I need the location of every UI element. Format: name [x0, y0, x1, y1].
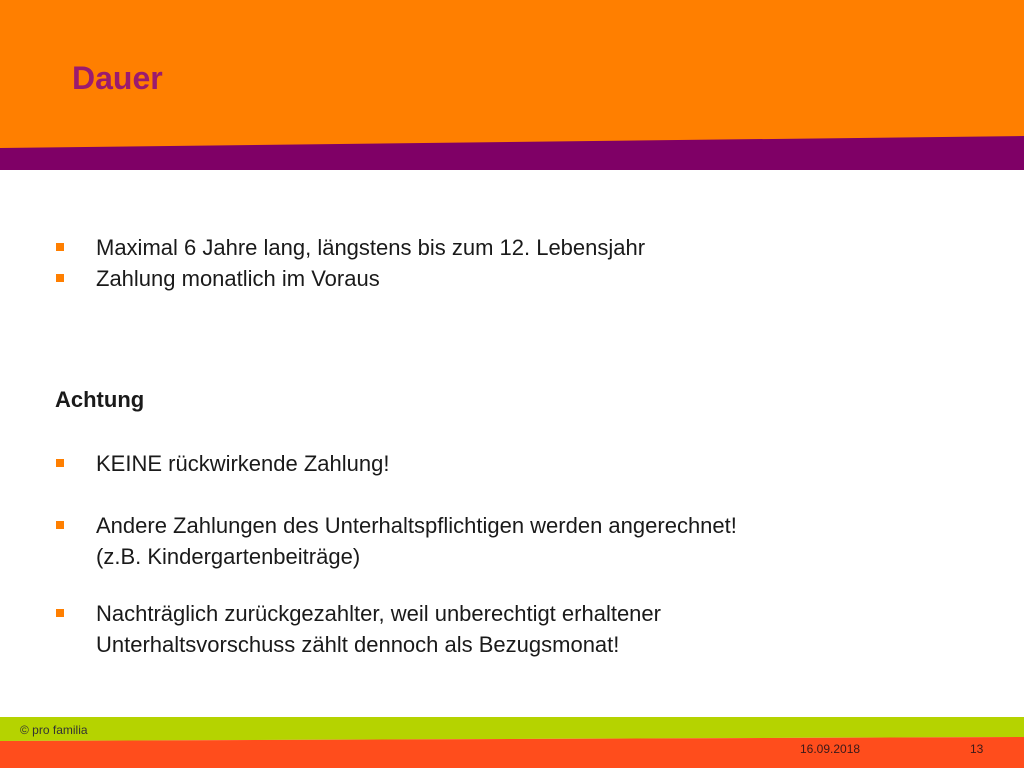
- square-bullet-icon: [56, 609, 64, 617]
- bullet-text: Andere Zahlungen des Unterhaltspflichtigen werden angerechnet!: [96, 513, 737, 538]
- page-title: Dauer: [72, 60, 163, 96]
- section-heading: Achtung: [55, 387, 145, 412]
- footer-date: 16.09.2018: [800, 742, 861, 756]
- bullet-text: Zahlung monatlich im Voraus: [96, 266, 380, 291]
- footer-band: [0, 712, 1024, 768]
- square-bullet-icon: [56, 521, 64, 529]
- copyright-notice: © pro familia: [20, 723, 88, 737]
- bullet-text: Maximal 6 Jahre lang, längstens bis zum 12. Lebensjahr: [96, 235, 646, 260]
- bullet-text: Nachträglich zurückgezahlter, weil unberechtigt erhaltener: [96, 601, 661, 626]
- page-number: 13: [970, 742, 984, 756]
- bullet-text-continuation: Unterhaltsvorschuss zählt dennoch als Bezugsmonat!: [96, 632, 620, 657]
- square-bullet-icon: [56, 274, 64, 282]
- bullet-text: KEINE rückwirkende Zahlung!: [96, 451, 390, 476]
- square-bullet-icon: [56, 243, 64, 251]
- bullet-text-continuation: (z.B. Kindergartenbeiträge): [96, 544, 361, 569]
- square-bullet-icon: [56, 459, 64, 467]
